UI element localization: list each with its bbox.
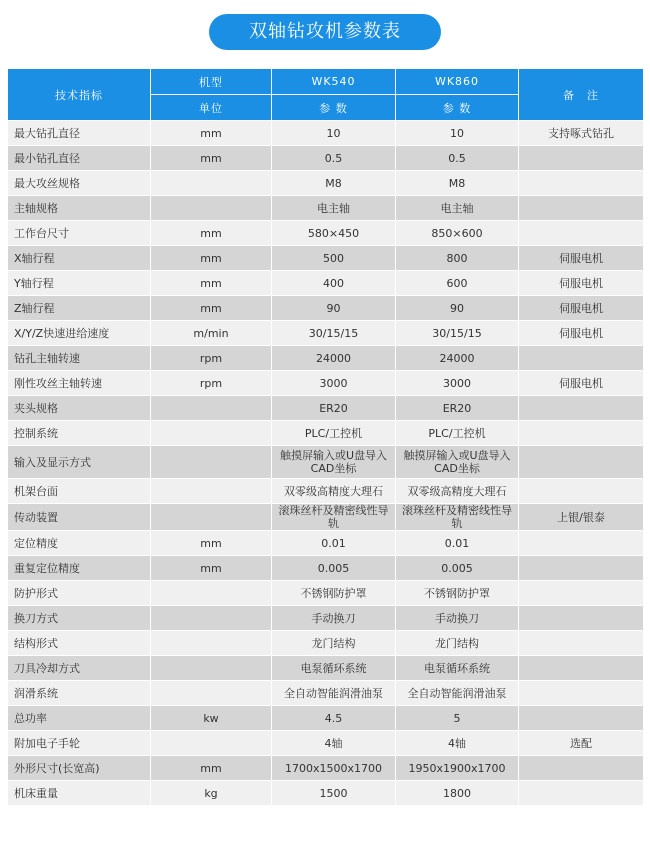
- row-name: 最大攻丝规格: [8, 171, 151, 196]
- table-row: [8, 346, 644, 371]
- row-unit: mm: [151, 271, 272, 296]
- row-unit: [151, 396, 272, 421]
- row-name: 重复定位精度: [8, 556, 151, 581]
- header-model: 机型: [151, 69, 272, 95]
- row-wk860: 1950x1900x1700: [396, 756, 519, 781]
- table-row: [8, 296, 644, 321]
- row-wk860: 龙门结构: [396, 631, 519, 656]
- table-row: [8, 396, 644, 421]
- row-wk860: PLC/工控机: [396, 421, 519, 446]
- row-remark: [519, 146, 644, 171]
- row-remark: [519, 756, 644, 781]
- row-wk540: 电主轴: [272, 196, 396, 221]
- row-name: 输入及显示方式: [8, 446, 151, 479]
- row-remark: 伺服电机: [519, 371, 644, 396]
- row-wk540: 0.01: [272, 531, 396, 556]
- row-wk540: 手动换刀: [272, 606, 396, 631]
- row-unit: rpm: [151, 371, 272, 396]
- row-unit: mm: [151, 121, 272, 146]
- row-wk540: 400: [272, 271, 396, 296]
- row-wk540: 580×450: [272, 221, 396, 246]
- row-wk860: M8: [396, 171, 519, 196]
- row-wk860: 600: [396, 271, 519, 296]
- row-unit: [151, 421, 272, 446]
- row-unit: kg: [151, 781, 272, 806]
- row-wk540: 1700x1500x1700: [272, 756, 396, 781]
- row-wk860: 800: [396, 246, 519, 271]
- row-wk540: 3000: [272, 371, 396, 396]
- row-wk860: 0.005: [396, 556, 519, 581]
- row-remark: 上银/银泰: [519, 504, 644, 531]
- table-row: [8, 221, 644, 246]
- table-row: [8, 121, 644, 146]
- header-params-wk540: 参 数: [272, 95, 396, 121]
- row-remark: 伺服电机: [519, 246, 644, 271]
- row-remark: [519, 681, 644, 706]
- table-row: [8, 321, 644, 346]
- row-remark: [519, 531, 644, 556]
- table-row: [8, 146, 644, 171]
- row-wk540: PLC/工控机: [272, 421, 396, 446]
- row-wk540: 触摸屏输入或U盘导入CAD坐标: [272, 446, 396, 479]
- page-title: 双轴钻攻机参数表: [209, 14, 441, 50]
- row-unit: rpm: [151, 346, 272, 371]
- row-wk540: 90: [272, 296, 396, 321]
- table-row: [8, 581, 644, 606]
- row-remark: [519, 446, 644, 479]
- row-unit: [151, 681, 272, 706]
- table-row: [8, 756, 644, 781]
- header-item: 技术指标: [8, 69, 151, 121]
- row-wk540: ER20: [272, 396, 396, 421]
- row-wk860: 0.01: [396, 531, 519, 556]
- table-body: [8, 121, 644, 806]
- row-name: Z轴行程: [8, 296, 151, 321]
- row-unit: mm: [151, 296, 272, 321]
- row-wk860: 4轴: [396, 731, 519, 756]
- row-wk860: 90: [396, 296, 519, 321]
- row-name: 换刀方式: [8, 606, 151, 631]
- row-unit: [151, 656, 272, 681]
- row-unit: mm: [151, 221, 272, 246]
- row-name: 机床重量: [8, 781, 151, 806]
- row-wk540: 双零级高精度大理石: [272, 479, 396, 504]
- row-remark: [519, 631, 644, 656]
- row-name: 最大钻孔直径: [8, 121, 151, 146]
- row-wk860: 30/15/15: [396, 321, 519, 346]
- table-row: [8, 504, 644, 531]
- row-name: 刚性攻丝主轴转速: [8, 371, 151, 396]
- row-name: X/Y/Z快速进给速度: [8, 321, 151, 346]
- row-remark: [519, 396, 644, 421]
- row-remark: [519, 196, 644, 221]
- row-wk540: 1500: [272, 781, 396, 806]
- row-wk860: 1800: [396, 781, 519, 806]
- row-name: 主轴规格: [8, 196, 151, 221]
- row-wk860: 滚珠丝杆及精密线性导轨: [396, 504, 519, 531]
- row-name: 夹头规格: [8, 396, 151, 421]
- row-unit: [151, 446, 272, 479]
- table-row: [8, 171, 644, 196]
- row-wk540: 500: [272, 246, 396, 271]
- row-remark: 选配: [519, 731, 644, 756]
- row-wk540: 不锈钢防护罩: [272, 581, 396, 606]
- row-wk860: 850×600: [396, 221, 519, 246]
- row-remark: 伺服电机: [519, 271, 644, 296]
- row-name: Y轴行程: [8, 271, 151, 296]
- row-name: X轴行程: [8, 246, 151, 271]
- header-params-wk860: 参 数: [396, 95, 519, 121]
- row-wk540: 10: [272, 121, 396, 146]
- table-row: [8, 196, 644, 221]
- row-unit: [151, 631, 272, 656]
- row-unit: m/min: [151, 321, 272, 346]
- row-wk540: 电泵循环系统: [272, 656, 396, 681]
- row-name: 传动装置: [8, 504, 151, 531]
- row-wk540: 24000: [272, 346, 396, 371]
- row-remark: 支持啄式钻孔: [519, 121, 644, 146]
- row-name: 总功率: [8, 706, 151, 731]
- row-wk860: 触摸屏输入或U盘导入CAD坐标: [396, 446, 519, 479]
- row-name: 工作台尺寸: [8, 221, 151, 246]
- row-wk540: 0.005: [272, 556, 396, 581]
- row-wk540: 4轴: [272, 731, 396, 756]
- row-wk860: 不锈钢防护罩: [396, 581, 519, 606]
- row-unit: mm: [151, 556, 272, 581]
- table-row: [8, 631, 644, 656]
- row-wk860: 全自动智能润滑油泵: [396, 681, 519, 706]
- table-header: [8, 69, 644, 121]
- row-remark: [519, 706, 644, 731]
- row-wk860: 5: [396, 706, 519, 731]
- row-name: 最小钻孔直径: [8, 146, 151, 171]
- table-row: [8, 681, 644, 706]
- row-wk540: 滚珠丝杆及精密线性导轨: [272, 504, 396, 531]
- row-remark: [519, 606, 644, 631]
- row-remark: [519, 171, 644, 196]
- table-row: [8, 531, 644, 556]
- row-unit: mm: [151, 246, 272, 271]
- row-name: 防护形式: [8, 581, 151, 606]
- table-row: [8, 446, 644, 479]
- row-wk540: 4.5: [272, 706, 396, 731]
- row-unit: mm: [151, 756, 272, 781]
- row-remark: 伺服电机: [519, 321, 644, 346]
- header-unit: 单位: [151, 95, 272, 121]
- row-wk860: 双零级高精度大理石: [396, 479, 519, 504]
- row-wk540: 30/15/15: [272, 321, 396, 346]
- table-row: [8, 271, 644, 296]
- row-wk540: 龙门结构: [272, 631, 396, 656]
- table-row: [8, 781, 644, 806]
- table-row: [8, 371, 644, 396]
- row-remark: [519, 221, 644, 246]
- row-name: 刀具冷却方式: [8, 656, 151, 681]
- row-unit: mm: [151, 531, 272, 556]
- header-wk860: WK860: [396, 69, 519, 95]
- row-unit: [151, 196, 272, 221]
- row-wk540: 0.5: [272, 146, 396, 171]
- row-wk860: 10: [396, 121, 519, 146]
- table-row: [8, 421, 644, 446]
- row-name: 外形尺寸(长宽高): [8, 756, 151, 781]
- row-remark: [519, 421, 644, 446]
- row-wk860: 0.5: [396, 146, 519, 171]
- row-wk860: 手动换刀: [396, 606, 519, 631]
- row-remark: [519, 656, 644, 681]
- row-wk860: 电主轴: [396, 196, 519, 221]
- table-row: [8, 731, 644, 756]
- row-wk860: 24000: [396, 346, 519, 371]
- row-unit: kw: [151, 706, 272, 731]
- row-unit: [151, 171, 272, 196]
- table-row: [8, 606, 644, 631]
- table-row: [8, 706, 644, 731]
- row-wk860: ER20: [396, 396, 519, 421]
- row-name: 附加电子手轮: [8, 731, 151, 756]
- row-unit: [151, 731, 272, 756]
- row-unit: [151, 606, 272, 631]
- header-remark: 备 注: [519, 69, 644, 121]
- row-remark: [519, 581, 644, 606]
- row-wk860: 电泵循环系统: [396, 656, 519, 681]
- table-row: [8, 479, 644, 504]
- row-name: 结构形式: [8, 631, 151, 656]
- table-row: [8, 656, 644, 681]
- row-name: 控制系统: [8, 421, 151, 446]
- row-unit: mm: [151, 146, 272, 171]
- row-remark: [519, 556, 644, 581]
- header-wk540: WK540: [272, 69, 396, 95]
- table-row: [8, 556, 644, 581]
- row-wk860: 3000: [396, 371, 519, 396]
- spec-table: [7, 68, 644, 806]
- row-unit: [151, 581, 272, 606]
- row-wk540: M8: [272, 171, 396, 196]
- row-name: 机架台面: [8, 479, 151, 504]
- row-unit: [151, 479, 272, 504]
- row-unit: [151, 504, 272, 531]
- row-name: 润滑系统: [8, 681, 151, 706]
- row-wk540: 全自动智能润滑油泵: [272, 681, 396, 706]
- row-remark: [519, 479, 644, 504]
- row-remark: [519, 781, 644, 806]
- row-name: 定位精度: [8, 531, 151, 556]
- row-remark: 伺服电机: [519, 296, 644, 321]
- table-row: [8, 246, 644, 271]
- row-name: 钻孔主轴转速: [8, 346, 151, 371]
- row-remark: [519, 346, 644, 371]
